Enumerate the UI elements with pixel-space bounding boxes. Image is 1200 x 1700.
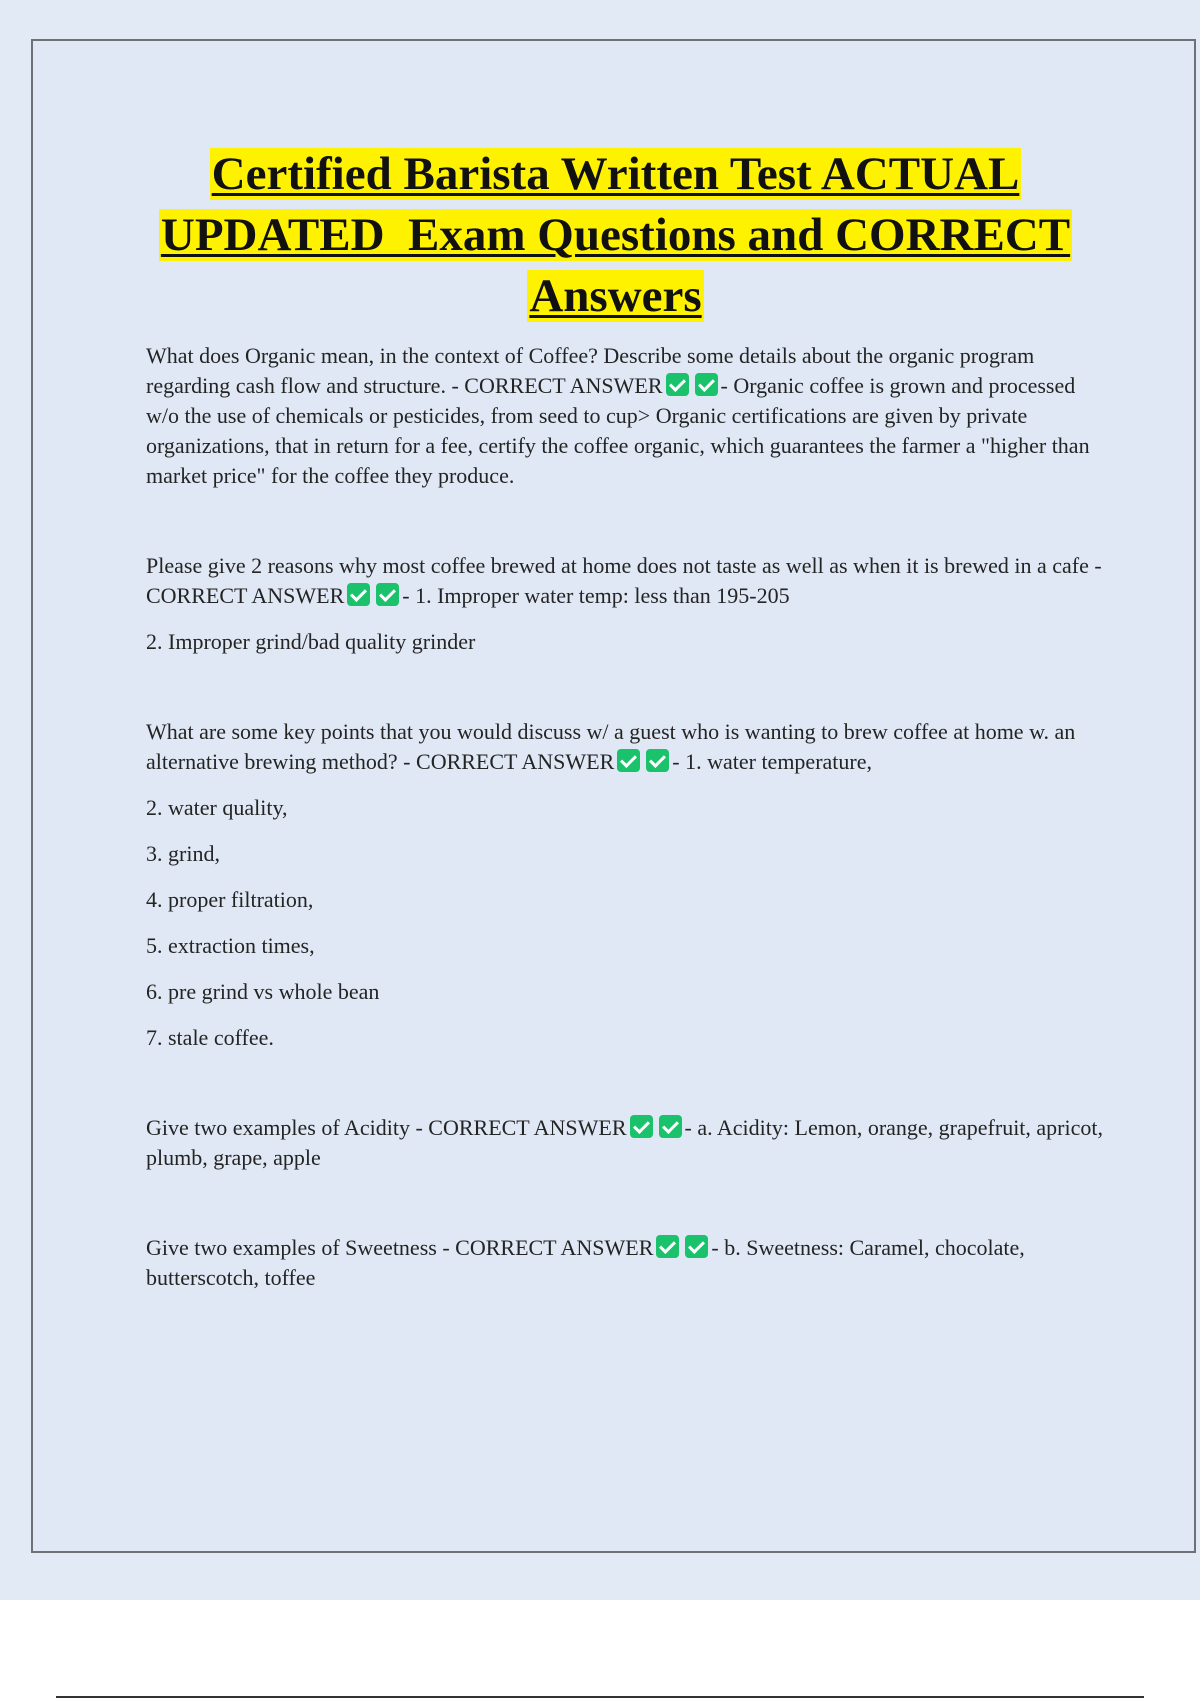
footer-divider [56,1696,1144,1698]
qa-paragraph [146,341,1106,491]
qa-item [146,717,1106,1053]
answer-list-line: 4. proper filtration, [146,887,314,912]
check-mark-icon [646,749,669,772]
check-mark-icon [656,1235,679,1258]
correct-answer-label: CORRECT ANSWER [146,583,345,608]
answer-text: - a. Acidity: Lemon, orange, grapefruit, apricot, plumb, grape, apple [146,1115,1103,1170]
qa-item [146,1113,1106,1173]
answer-text: - b. Sweetness: Caramel, chocolate, butterscotch, toffee [146,1235,1025,1290]
qa-list [146,341,1106,1353]
qa-paragraph [146,551,1106,611]
correct-answer-label: CORRECT ANSWER [428,1115,627,1140]
document-page [31,39,1196,1553]
answer-list-line: 3. grind, [146,841,220,866]
correct-answer-label: CORRECT ANSWER [464,373,663,398]
correct-answer-label: CORRECT ANSWER [416,749,615,774]
answer-list-line: 7. stale coffee. [146,1025,274,1050]
check-mark-icon [666,373,689,396]
check-mark-icon [630,1115,653,1138]
title-line-1: Certified Barista Written Test ACTUAL [211,148,1020,200]
title-line-2: UPDATED Exam Questions and CORRECT [160,209,1071,261]
answer-list-line: 6. pre grind vs whole bean [146,979,380,1004]
check-mark-icon [659,1115,682,1138]
question-text: Give two examples of Sweetness - [146,1235,456,1260]
question-text: What does Organic mean, in the context of Coffee? Describe some details about the organic program regarding cash flow and structure. - [146,343,1035,398]
qa-item [146,1233,1106,1293]
question-text: What are some key points that you would discuss w/ a guest who is wanting to brew coffee at home w. an alternative brewing method? - [146,719,1076,774]
answer-text: - 1. water temperature, [672,749,872,774]
answer-text: - Organic coffee is grown and processed w/o the use of chemicals or pesticides, from seed to cup> Organic certifications are given by private organizations, that in return for a fee, certify the coffee organic, which guarantees the farmer a "higher than market price" for the coffee they produce. [146,373,1090,488]
document-title [33,144,1198,327]
check-mark-icon [376,583,399,606]
qa-paragraph [146,1113,1106,1173]
check-mark-icon [347,583,370,606]
answer-text: - 1. Improper water temp: less than 195-205 [402,583,790,608]
check-mark-icon [695,373,718,396]
qa-item [146,551,1106,657]
answer-list-line: 5. extraction times, [146,933,315,958]
qa-item [146,341,1106,491]
check-mark-icon [685,1235,708,1258]
correct-answer-label: CORRECT ANSWER [455,1235,654,1260]
answer-list-line: 2. water quality, [146,795,288,820]
check-mark-icon [617,749,640,772]
question-text: Give two examples of Acidity - [146,1115,429,1140]
title-line-3: Answers [529,270,702,322]
question-text: Please give 2 reasons why most coffee brewed at home does not taste as well as when it is brewed in a cafe - [146,553,1102,578]
answer-list-line: 2. Improper grind/bad quality grinder [146,629,476,654]
qa-paragraph [146,1233,1106,1293]
qa-paragraph [146,717,1106,777]
